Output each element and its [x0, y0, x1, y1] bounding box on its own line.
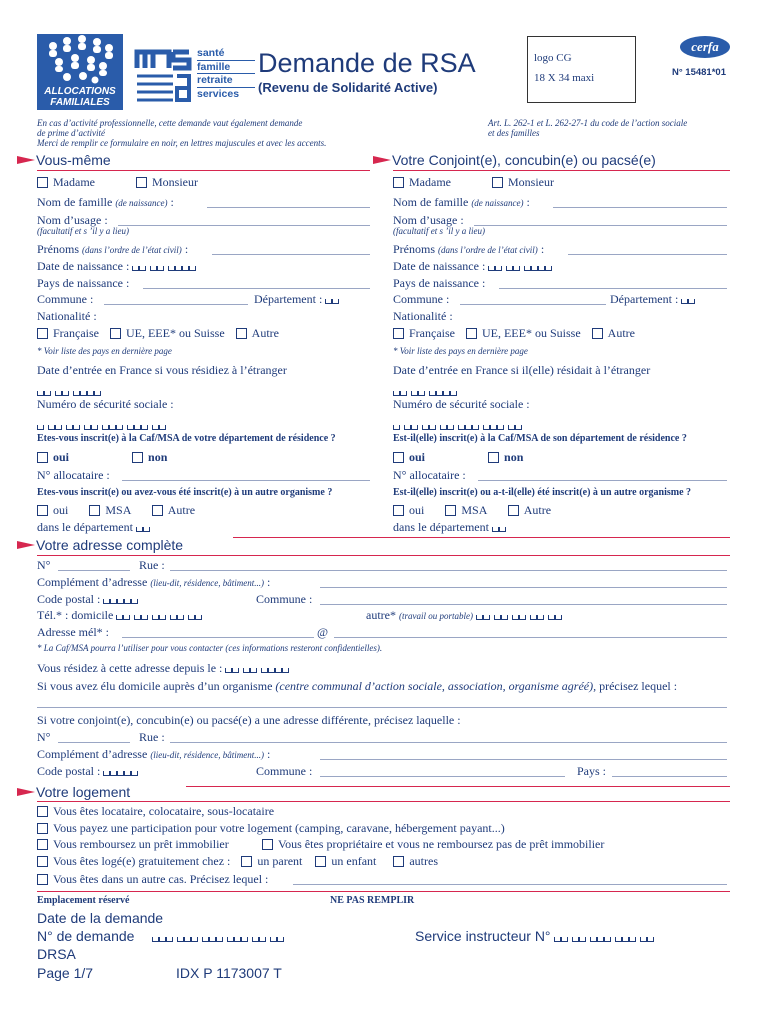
page-number: Page 1/7 [37, 965, 94, 981]
prenoms-hint: (dans l’ordre de l’état civil) [438, 245, 538, 255]
ne-pas-remplir-label: NE PAS REMPLIR [330, 895, 415, 906]
logement-option [37, 854, 438, 869]
msa-logo-icon [133, 46, 193, 104]
code-postal-input[interactable] [103, 599, 138, 604]
madame-checkbox[interactable] [393, 177, 404, 188]
pays-label: Pays : [577, 764, 607, 778]
conjoint-complement-row: Complément d’adresse (lieu-dit, résidence, bâtiment...) : [37, 747, 271, 761]
tel-autre-hint: (travail ou portable) [398, 611, 473, 621]
header-note-prime: de prime d’activité [37, 128, 105, 138]
header-note-activity: En cas d’activité professionnelle, cette demande vaut également demande [37, 118, 303, 128]
participation-checkbox[interactable] [37, 823, 48, 834]
depuis-label: Vous résidez à cette adresse depuis le : [37, 661, 223, 675]
adresse-commune-input[interactable] [320, 604, 727, 605]
conjoint-nationalite-options [393, 326, 635, 341]
pays-input[interactable] [612, 776, 727, 777]
section-title: Votre logement [36, 784, 131, 800]
complement-input[interactable] [320, 587, 727, 588]
msa-label: MSA [105, 503, 131, 517]
msa-checkbox[interactable] [89, 505, 100, 516]
conjoint-complement-input[interactable] [320, 759, 727, 760]
enfant-label: un enfant [331, 854, 377, 868]
msa-item: retraite [197, 74, 255, 88]
oui-checkbox[interactable] [393, 505, 404, 516]
date-naissance-input[interactable] [132, 266, 196, 271]
ue-checkbox[interactable] [466, 328, 477, 339]
page-title: Demande de RSA [258, 48, 476, 78]
conjoint-nationalite-label: Nationalité : [393, 309, 453, 323]
domicile-label: Si vous avez élu domicile auprès d’un organisme [37, 679, 273, 693]
adresse-no-input[interactable] [58, 570, 130, 571]
prenoms-input[interactable] [212, 254, 370, 255]
non-checkbox[interactable] [132, 452, 143, 463]
prenoms-row: Prénoms (dans l’ordre de l’état civil) : [37, 242, 189, 256]
depuis-input[interactable] [225, 668, 289, 673]
monsieur-label: Monsieur [151, 175, 198, 189]
service-label: Service instructeur N° [415, 928, 551, 944]
organisme-answer-row [37, 503, 195, 518]
no-demande-input[interactable] [152, 937, 284, 942]
nationalite-label: Nationalité : [37, 309, 97, 323]
autres-label: autres [409, 854, 439, 868]
commune-label: Commune : [37, 292, 94, 306]
conjoint-prenoms-input[interactable] [568, 254, 727, 255]
francaise-checkbox[interactable] [393, 328, 404, 339]
pays-naissance-input[interactable] [143, 288, 370, 289]
legal-reference: Art. L. 262-1 et L. 262-27-1 du code de l’action sociale [488, 118, 688, 128]
participation-label: Vous payez une participation pour votre logement (camping, caravane, hébergement payant...) [53, 821, 505, 835]
cerfa-logo [680, 36, 730, 58]
divider [37, 170, 370, 171]
prenoms-label: Prénoms [393, 242, 435, 256]
caf-logo [37, 34, 123, 110]
reserve-label: Emplacement réservé [37, 895, 130, 906]
conjoint-adresse-rue-label: Rue : [139, 730, 165, 744]
autre-nationalite-checkbox[interactable] [236, 328, 247, 339]
dans-departement-input[interactable] [136, 527, 150, 532]
no-demande-row [37, 928, 284, 944]
conjoint-caf-answer-row [393, 450, 523, 465]
oui-checkbox[interactable] [37, 505, 48, 516]
dans-departement-label: dans le département [37, 520, 133, 534]
msa-item: services [197, 87, 240, 100]
complement-label: Complément d’adresse [37, 575, 148, 589]
nom-famille-input[interactable] [207, 207, 370, 208]
msa-services-list [197, 47, 255, 100]
pret-label: Vous remboursez un prêt immobilier [53, 837, 229, 851]
logement-option [262, 837, 604, 852]
prenoms-hint: (dans l’ordre de l’état civil) [82, 245, 182, 255]
locataire-label: Vous êtes locataire, colocataire, sous-locataire [53, 804, 275, 818]
autre-organisme-checkbox[interactable] [152, 505, 163, 516]
conjoint-adresse-label: Si votre conjoint(e), concubin(e) ou pacsé(e) a une adresse différente, précisez laquelle : [37, 713, 461, 727]
nom-famille-label: Nom de famille [37, 195, 113, 209]
msa-checkbox[interactable] [445, 505, 456, 516]
domicile-input[interactable] [37, 707, 727, 708]
logo-cg-size: 18 X 34 maxi [534, 72, 595, 84]
idx-code: IDX P 1173007 T [176, 965, 282, 981]
conjoint-date-entree-label: Date d’entrée en France si il(elle) résidait à l’étranger [393, 363, 651, 377]
date-naissance-row [37, 259, 196, 274]
divider [186, 786, 730, 787]
conjoint-civility-row [393, 175, 554, 190]
conjoint-nom-usage-input[interactable] [474, 225, 727, 226]
nom-usage-label: Nom d’usage : [37, 213, 108, 227]
tel-domicile-label: Tél.* : domicile [37, 608, 114, 622]
conjoint-commune-input[interactable] [460, 304, 606, 305]
ue-label: UE, EEE* ou Suisse [481, 326, 581, 340]
tel-autre-row [366, 608, 562, 623]
departement-input[interactable] [325, 299, 339, 304]
dans-departement-row [37, 520, 150, 535]
arrow-icon [373, 156, 391, 164]
non-checkbox[interactable] [488, 452, 499, 463]
domicile-precisez: précisez lequel : [599, 679, 678, 693]
voir-liste-note: * Voir liste des pays en dernière page [37, 346, 172, 356]
arrow-icon [17, 541, 35, 549]
tel-autre-input[interactable] [476, 615, 562, 620]
allocataire-label: N° allocataire : [37, 468, 110, 482]
section-adresse [17, 537, 183, 553]
conjoint-caf-question: Est-il(elle) inscrit(e) à la Caf/MSA de son département de résidence ? [393, 433, 687, 444]
monsieur-label: Monsieur [507, 175, 554, 189]
nom-famille-row: Nom de famille (de naissance) : [37, 195, 174, 209]
conjoint-pays-naissance-input[interactable] [499, 288, 727, 289]
secu-label: Numéro de sécurité sociale : [37, 397, 174, 411]
section-title: Vous-même [36, 152, 111, 168]
locataire-checkbox[interactable] [37, 806, 48, 817]
page-subtitle: (Revenu de Solidarité Active) [258, 80, 438, 95]
conjoint-code-postal-input[interactable] [103, 771, 138, 776]
logement-option [37, 821, 505, 836]
complement-hint: (lieu-dit, résidence, bâtiment...) [150, 578, 265, 588]
gratuit-label: Vous êtes logé(e) gratuitement chez : [53, 854, 231, 868]
parent-checkbox[interactable] [241, 856, 252, 867]
autres-checkbox[interactable] [393, 856, 404, 867]
section-title: Votre Conjoint(e), concubin(e) ou pacsé(e) [392, 152, 656, 168]
msa-logo [133, 46, 193, 104]
conjoint-secu-input[interactable] [393, 416, 522, 434]
francaise-label: Française [409, 326, 455, 340]
depuis-row [37, 661, 289, 676]
ue-checkbox[interactable] [110, 328, 121, 339]
conjoint-nom-famille-input[interactable] [553, 207, 727, 208]
oui-label: oui [409, 450, 426, 464]
service-input[interactable] [554, 937, 654, 942]
domicile-row [37, 679, 677, 694]
proprietaire-label: Vous êtes propriétaire et vous ne remboursez pas de prêt immobilier [278, 837, 605, 851]
parent-label: un parent [257, 854, 303, 868]
code-postal-label: Code postal : [37, 764, 101, 778]
divider [393, 170, 730, 171]
complement-label: Complément d’adresse [37, 747, 148, 761]
nom-famille-hint: (de naissance) [471, 198, 524, 208]
caf-logo-text: ALLOCATIONS FAMILIALES [44, 86, 116, 108]
autre-cas-label: Vous êtes dans un autre cas. Précisez lequel : [53, 872, 269, 886]
logo-cg-box [527, 36, 636, 103]
nom-usage-hint: (facultatif et s ’il y a lieu) [37, 226, 129, 236]
pret-checkbox[interactable] [37, 839, 48, 850]
conjoint-voir-liste-note: * Voir liste des pays en dernière page [393, 346, 528, 356]
date-naissance-label: Date de naissance : [37, 259, 130, 273]
header-note-instructions: Merci de remplir ce formulaire en noir, en lettres majuscules et avec les accents. [37, 138, 327, 148]
oui-checkbox[interactable] [393, 452, 404, 463]
conjoint-commune-label: Commune : [393, 292, 450, 306]
departement-row [254, 292, 339, 307]
gratuit-checkbox[interactable] [37, 856, 48, 867]
logement-option [37, 837, 229, 852]
enfant-checkbox[interactable] [315, 856, 326, 867]
code-postal-row [37, 592, 138, 607]
cerfa-number: N° 15481*01 [672, 67, 726, 78]
allocataire-input[interactable] [122, 480, 370, 481]
conjoint-adresse-no-input[interactable] [58, 742, 130, 743]
logement-option [37, 872, 268, 887]
francaise-checkbox[interactable] [37, 328, 48, 339]
nationalite-options [37, 326, 279, 341]
pays-naissance-label: Pays de naissance : [37, 276, 130, 290]
conjoint-commune-label: Commune : [256, 764, 313, 778]
msa-label: MSA [461, 503, 487, 517]
oui-label: oui [53, 450, 70, 464]
conjoint-organisme-answer-row [393, 503, 551, 518]
drsa-label: DRSA [37, 946, 76, 962]
dans-departement-label: dans le département [393, 520, 489, 534]
mel-domain-input[interactable] [334, 637, 727, 638]
no-demande-label: N° de demande [37, 928, 135, 944]
adresse-no-label: N° [37, 558, 51, 572]
tel-row [37, 608, 202, 623]
date-naissance-label: Date de naissance : [393, 259, 486, 273]
oui-checkbox[interactable] [37, 452, 48, 463]
section-logement [17, 784, 130, 800]
tel-autre-label: autre* [366, 608, 396, 622]
conjoint-nom-famille-row: Nom de famille (de naissance) : [393, 195, 530, 209]
conjoint-pays-naissance-label: Pays de naissance : [393, 276, 486, 290]
caf-answer-row [37, 450, 167, 465]
legal-reference-2: et des familles [488, 128, 540, 138]
conjoint-dans-departement-input[interactable] [492, 527, 506, 532]
nom-famille-hint: (de naissance) [115, 198, 168, 208]
conjoint-departement-input[interactable] [681, 299, 695, 304]
msa-item: santé [197, 47, 255, 61]
conjoint-nom-usage-hint: (facultatif et s ’il y a lieu) [393, 226, 485, 236]
autre-nationalite-label: Autre [607, 326, 635, 340]
conjoint-autre-organisme-question: Est-il(elle) inscrit(e) ou a-t-il(elle) été inscrit(e) à un autre organisme ? [393, 487, 692, 498]
tel-domicile-input[interactable] [116, 615, 202, 620]
msa-item: famille [197, 61, 255, 75]
autre-organisme-label: Autre [167, 503, 196, 517]
autre-cas-input[interactable] [293, 884, 727, 885]
conjoint-adresse-no-label: N° [37, 730, 51, 744]
non-label: non [148, 450, 168, 464]
date-entree-label: Date d’entrée en France si vous résidiez à l’étranger [37, 363, 287, 377]
conjoint-adresse-rue-input[interactable] [170, 742, 727, 743]
mel-label: Adresse mél* : [37, 625, 109, 639]
adresse-rue-input[interactable] [170, 570, 727, 571]
madame-label: Madame [53, 175, 95, 189]
section-vous-meme [17, 152, 111, 168]
logement-option [37, 804, 274, 819]
conjoint-date-naissance-row [393, 259, 552, 274]
service-row [415, 928, 654, 944]
conjoint-dans-departement-row [393, 520, 506, 535]
conjoint-departement-row [610, 292, 695, 307]
oui-label: oui [53, 503, 69, 517]
date-demande-label: Date de la demande [37, 910, 164, 926]
caf-question: Etes-vous inscrit(e) à la Caf/MSA de votre département de résidence ? [37, 433, 336, 444]
family-figures-icon [37, 34, 123, 90]
secu-input[interactable] [37, 416, 166, 434]
arrow-icon [17, 156, 35, 164]
conjoint-allocataire-input[interactable] [478, 480, 727, 481]
divider [233, 537, 730, 538]
complement-hint: (lieu-dit, résidence, bâtiment...) [150, 750, 265, 760]
autre-cas-checkbox[interactable] [37, 874, 48, 885]
domicile-hint: (centre communal d’action sociale, association, organisme agréé), [275, 679, 597, 693]
complement-row: Complément d’adresse (lieu-dit, résidence, bâtiment...) : [37, 575, 271, 589]
non-label: non [504, 450, 524, 464]
divider [37, 555, 730, 556]
conjoint-date-naissance-input[interactable] [488, 266, 552, 271]
oui-label: oui [409, 503, 425, 517]
autre-nationalite-checkbox[interactable] [592, 328, 603, 339]
section-conjoint [373, 152, 656, 168]
divider [37, 891, 730, 892]
at-sign: @ [317, 625, 329, 639]
commune-input[interactable] [104, 304, 248, 305]
madame-label: Madame [409, 175, 451, 189]
divider [37, 801, 730, 802]
proprietaire-checkbox[interactable] [262, 839, 273, 850]
conjoint-secu-label: Numéro de sécurité sociale : [393, 397, 530, 411]
autre-organisme-label: Autre [523, 503, 552, 517]
conjoint-code-postal-row [37, 764, 138, 779]
monsieur-checkbox[interactable] [136, 177, 147, 188]
logo-cg-label: logo CG [534, 52, 572, 64]
autre-organisme-checkbox[interactable] [508, 505, 519, 516]
conjoint-allocataire-label: N° allocataire : [393, 468, 466, 482]
conjoint-commune-input[interactable] [320, 776, 565, 777]
nom-famille-label: Nom de famille [393, 195, 469, 209]
adresse-rue-label: Rue : [139, 558, 165, 572]
contact-note: * La Caf/MSA pourra l’utiliser pour vous contacter (ces informations resteront confidentielles). [37, 643, 383, 653]
monsieur-checkbox[interactable] [492, 177, 503, 188]
arrow-icon [17, 788, 35, 796]
adresse-commune-label: Commune : [256, 592, 313, 606]
cerfa-logo-text: cerfa [691, 39, 719, 54]
departement-label: Département : [254, 292, 323, 306]
madame-checkbox[interactable] [37, 177, 48, 188]
code-postal-label: Code postal : [37, 592, 101, 606]
civility-row [37, 175, 198, 190]
autre-organisme-question: Etes-vous inscrit(e) ou avez-vous été inscrit(e) à un autre organisme ? [37, 487, 333, 498]
mel-user-input[interactable] [122, 637, 314, 638]
prenoms-label: Prénoms [37, 242, 79, 256]
autre-nationalite-label: Autre [251, 326, 279, 340]
section-title: Votre adresse complète [36, 537, 184, 553]
francaise-label: Française [53, 326, 99, 340]
nom-usage-input[interactable] [118, 225, 370, 226]
conjoint-nom-usage-label: Nom d’usage : [393, 213, 464, 227]
conjoint-prenoms-row: Prénoms (dans l’ordre de l’état civil) : [393, 242, 545, 256]
departement-label: Département : [610, 292, 679, 306]
ue-label: UE, EEE* ou Suisse [125, 326, 225, 340]
